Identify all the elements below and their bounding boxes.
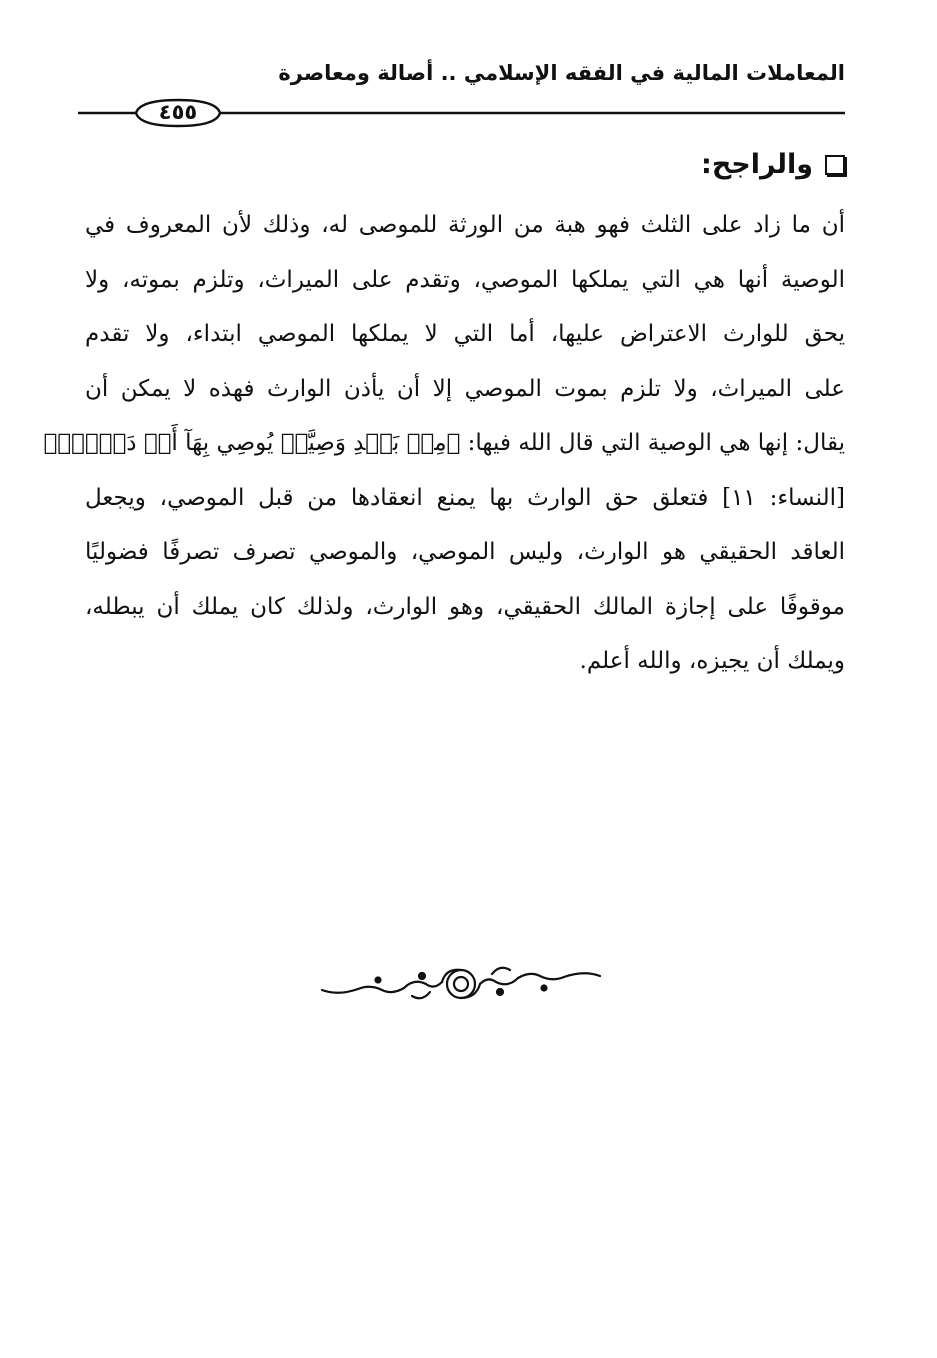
- body-line: على الميراث، ولا تلزم بموت الموصي إلا أن يأذن الوارث فهذه لا يمكن أن: [85, 375, 845, 402]
- body-line: ويملك أن يجيزه، والله أعلم.: [579, 648, 845, 674]
- section-heading-text: والراجح:: [701, 149, 813, 180]
- body-line-with-quote: [43, 416, 845, 471]
- body-line: العاقد الحقيقي هو الوارث، وليس الموصي، والموصي تصرف تصرفًا فضوليًا: [85, 539, 845, 565]
- body-line-text: يقال: إنها هي الوصية التي قال الله فيها:: [467, 430, 845, 456]
- section-heading: [701, 145, 845, 185]
- body-paragraph: [43, 198, 845, 689]
- body-line: الوصية أنها هي التي يملكها الموصي، وتقدم على الميراث، وتلزم بموته، ولا: [85, 266, 845, 293]
- running-header-title: المعاملات المالية في الفقه الإسلامي .. أصالة ومعاصرة: [278, 61, 845, 85]
- checkbox-square-icon: [825, 155, 845, 175]
- body-line: يحق للوارث الاعتراض عليها، أما التي لا يملكها الموصي ابتداء، ولا تقدم: [85, 321, 845, 347]
- body-line: موقوفًا على إجازة المالك الحقيقي، وهو الوارث، ولذلك كان يملك أن يبطله،: [85, 593, 845, 620]
- quran-quote: ﴿مِنۢ بَعۡدِ وَصِيَّةٖ يُوصِي بِهَآ أَوۡ دَيۡنٍۗ﴾: [43, 430, 461, 456]
- decorative-divider-icon: [318, 962, 604, 1006]
- page-number: ٤٥٥: [158, 100, 198, 124]
- body-line: [النساء: ١١] فتعلق حق الوارث بها يمنع انعقادها من قبل الموصي، ويجعل: [85, 484, 845, 511]
- body-line: أن ما زاد على الثلث فهو هبة من الورثة للموصى له، وذلك لأن المعروف في: [85, 212, 845, 238]
